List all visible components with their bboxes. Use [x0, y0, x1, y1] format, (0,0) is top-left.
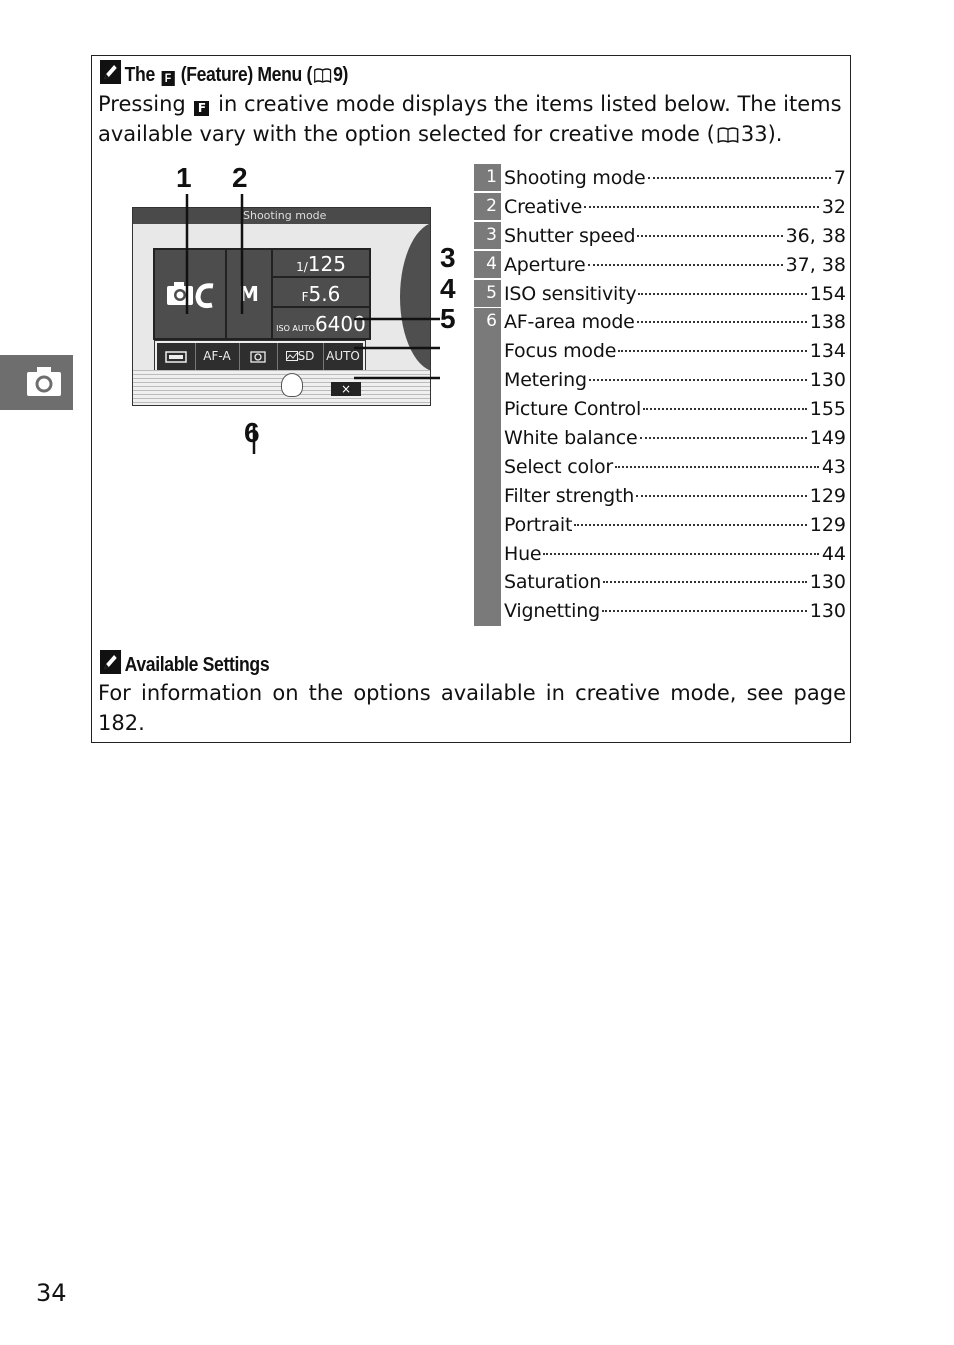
index-row-page: 130 [809, 571, 846, 594]
exposure-mode-value: M [239, 282, 259, 306]
index-row-page: 37, 38 [785, 253, 846, 276]
index-row-page: 130 [809, 600, 846, 623]
index-row-entry [504, 453, 846, 481]
leader-dots [637, 235, 782, 237]
index-row-label: Aperture [504, 253, 586, 276]
leader-dots [638, 293, 806, 295]
index-row [474, 482, 846, 511]
callout-1: 1 [176, 162, 192, 193]
callout-6: 6 [244, 417, 260, 448]
index-row-label: Shutter speed [504, 224, 636, 247]
index-row-page: 130 [809, 369, 846, 392]
leader-dots [618, 350, 807, 352]
shutter-prefix: 1/ [296, 260, 308, 274]
leader-dots [589, 379, 807, 381]
index-row [474, 337, 846, 366]
leader-dots [603, 581, 807, 583]
index-row-entry [504, 222, 846, 250]
text-pre: Pressing [98, 92, 186, 116]
feature-key-icon: F [194, 101, 209, 116]
pencil-icon [100, 60, 121, 91]
available-settings-title: Available Settings [124, 653, 270, 676]
index-row-number: 5 [474, 280, 501, 307]
book-icon [314, 64, 332, 90]
index-row [474, 395, 846, 424]
leader-dots [615, 466, 819, 468]
close-icon: × [331, 382, 361, 396]
callout-5: 5 [440, 303, 456, 334]
index-row-label: Portrait [504, 513, 573, 536]
leader-dots [543, 553, 818, 555]
index-row-label: Vignetting [504, 600, 600, 623]
index-row-number: 2 [474, 193, 501, 220]
aperture-text: 5.6 [308, 282, 341, 306]
index-row-label: Focus mode [504, 340, 617, 363]
screen-title: Shooting mode [243, 209, 327, 222]
index-row-label: Picture Control [504, 398, 642, 421]
leader-dots [643, 408, 807, 410]
book-icon [717, 121, 739, 151]
index-row [474, 280, 846, 309]
index-row-entry [504, 482, 846, 510]
feature-key-icon: F [161, 71, 174, 86]
leader-dots [648, 177, 831, 179]
callout-3: 3 [440, 242, 456, 273]
shutter-text: 125 [307, 252, 346, 276]
index-row-page: 134 [809, 340, 846, 363]
index-row-entry [504, 308, 846, 336]
heading-text-post: (Feature) Menu ( [180, 63, 312, 86]
index-row-page: 129 [809, 513, 846, 536]
callout-4: 4 [440, 273, 456, 304]
iso-text: 6400 [314, 312, 366, 336]
index-row [474, 597, 846, 626]
index-row-label: Metering [504, 369, 587, 392]
feature-menu-illustration [130, 164, 465, 454]
index-row-page: 43 [821, 455, 846, 478]
text-ref: 33). [740, 122, 783, 146]
camera-icon [26, 366, 62, 398]
index-row-page: 154 [809, 282, 846, 305]
picture-control-text: SD [297, 349, 315, 363]
leader-dots [584, 206, 819, 208]
feature-menu-text [98, 89, 846, 151]
side-tab [0, 355, 73, 410]
available-settings-text: For information on the options available in creative mode, see page 182. [98, 681, 846, 735]
iso-prefix: ISO AUTO [276, 324, 315, 333]
index-row [474, 366, 846, 395]
index-row-entry [504, 251, 846, 279]
index-row-label: Saturation [504, 571, 602, 594]
feature-menu-heading [100, 60, 348, 86]
index-row [474, 308, 846, 337]
index-row [474, 251, 846, 280]
leader-dots [602, 610, 807, 612]
index-row-number: 1 [474, 164, 501, 191]
index-row-page: 44 [821, 542, 846, 565]
index-row-entry [504, 597, 846, 625]
index-row-label: Filter strength [504, 484, 635, 507]
index-row-label: Shooting mode [504, 167, 646, 189]
feature-menu-note [91, 55, 851, 743]
index-row-entry [504, 280, 846, 308]
heading-ref: 9) [333, 63, 349, 86]
index-row-label: Creative [504, 195, 583, 218]
heading-text-pre: The [124, 63, 155, 86]
index-row-entry [504, 366, 846, 394]
index-row-page: 36, 38 [785, 224, 846, 247]
index-row-entry [504, 193, 846, 221]
leader-dots [588, 264, 783, 266]
index-row-page: 149 [809, 427, 846, 450]
index-row [474, 424, 846, 453]
leader-dots [640, 437, 807, 439]
index-row [474, 193, 846, 222]
index-row [474, 568, 846, 597]
index-row-entry [504, 540, 846, 568]
index-row-entry [504, 511, 846, 539]
index-row-entry [504, 568, 846, 596]
index-row-number: 4 [474, 251, 501, 278]
index-row-label: White balance [504, 427, 638, 450]
text-post: in creative mode displays the items listed below. The items available vary with the option selected for creative mode ( [98, 92, 842, 146]
index-row-page: 138 [809, 311, 846, 334]
feature-index-table [474, 164, 846, 626]
index-row-label: Hue [504, 542, 542, 565]
index-row-label: AF-area mode [504, 311, 635, 334]
leader-dots [636, 495, 807, 497]
index-row-label: Select color [504, 455, 614, 478]
index-row-page: 155 [809, 398, 846, 421]
index-row [474, 540, 846, 569]
focus-mode-value: AF-A [195, 343, 240, 370]
index-row-entry [504, 164, 846, 192]
index-row-number: 6 [474, 308, 501, 335]
index-row-entry [504, 337, 846, 365]
index-row-page: 7 [833, 167, 846, 189]
callout-lines [130, 164, 465, 454]
index-row-page: 129 [809, 484, 846, 507]
leader-dots [637, 321, 807, 323]
pencil-icon [100, 650, 121, 681]
index-row [474, 511, 846, 540]
index-row-label: ISO sensitivity [504, 282, 637, 305]
index-row-entry [504, 424, 846, 452]
available-settings-heading [100, 650, 269, 676]
page-number: 34 [36, 1279, 67, 1307]
white-balance-value: AUTO [326, 349, 360, 363]
leader-dots [574, 524, 806, 526]
aperture-prefix: F [301, 290, 309, 304]
index-row [474, 453, 846, 482]
index-row [474, 164, 846, 193]
index-row-entry [504, 395, 846, 423]
callout-2: 2 [232, 162, 248, 193]
index-row [474, 222, 846, 251]
index-row-number: 3 [474, 222, 501, 249]
index-row-page: 32 [821, 195, 846, 218]
